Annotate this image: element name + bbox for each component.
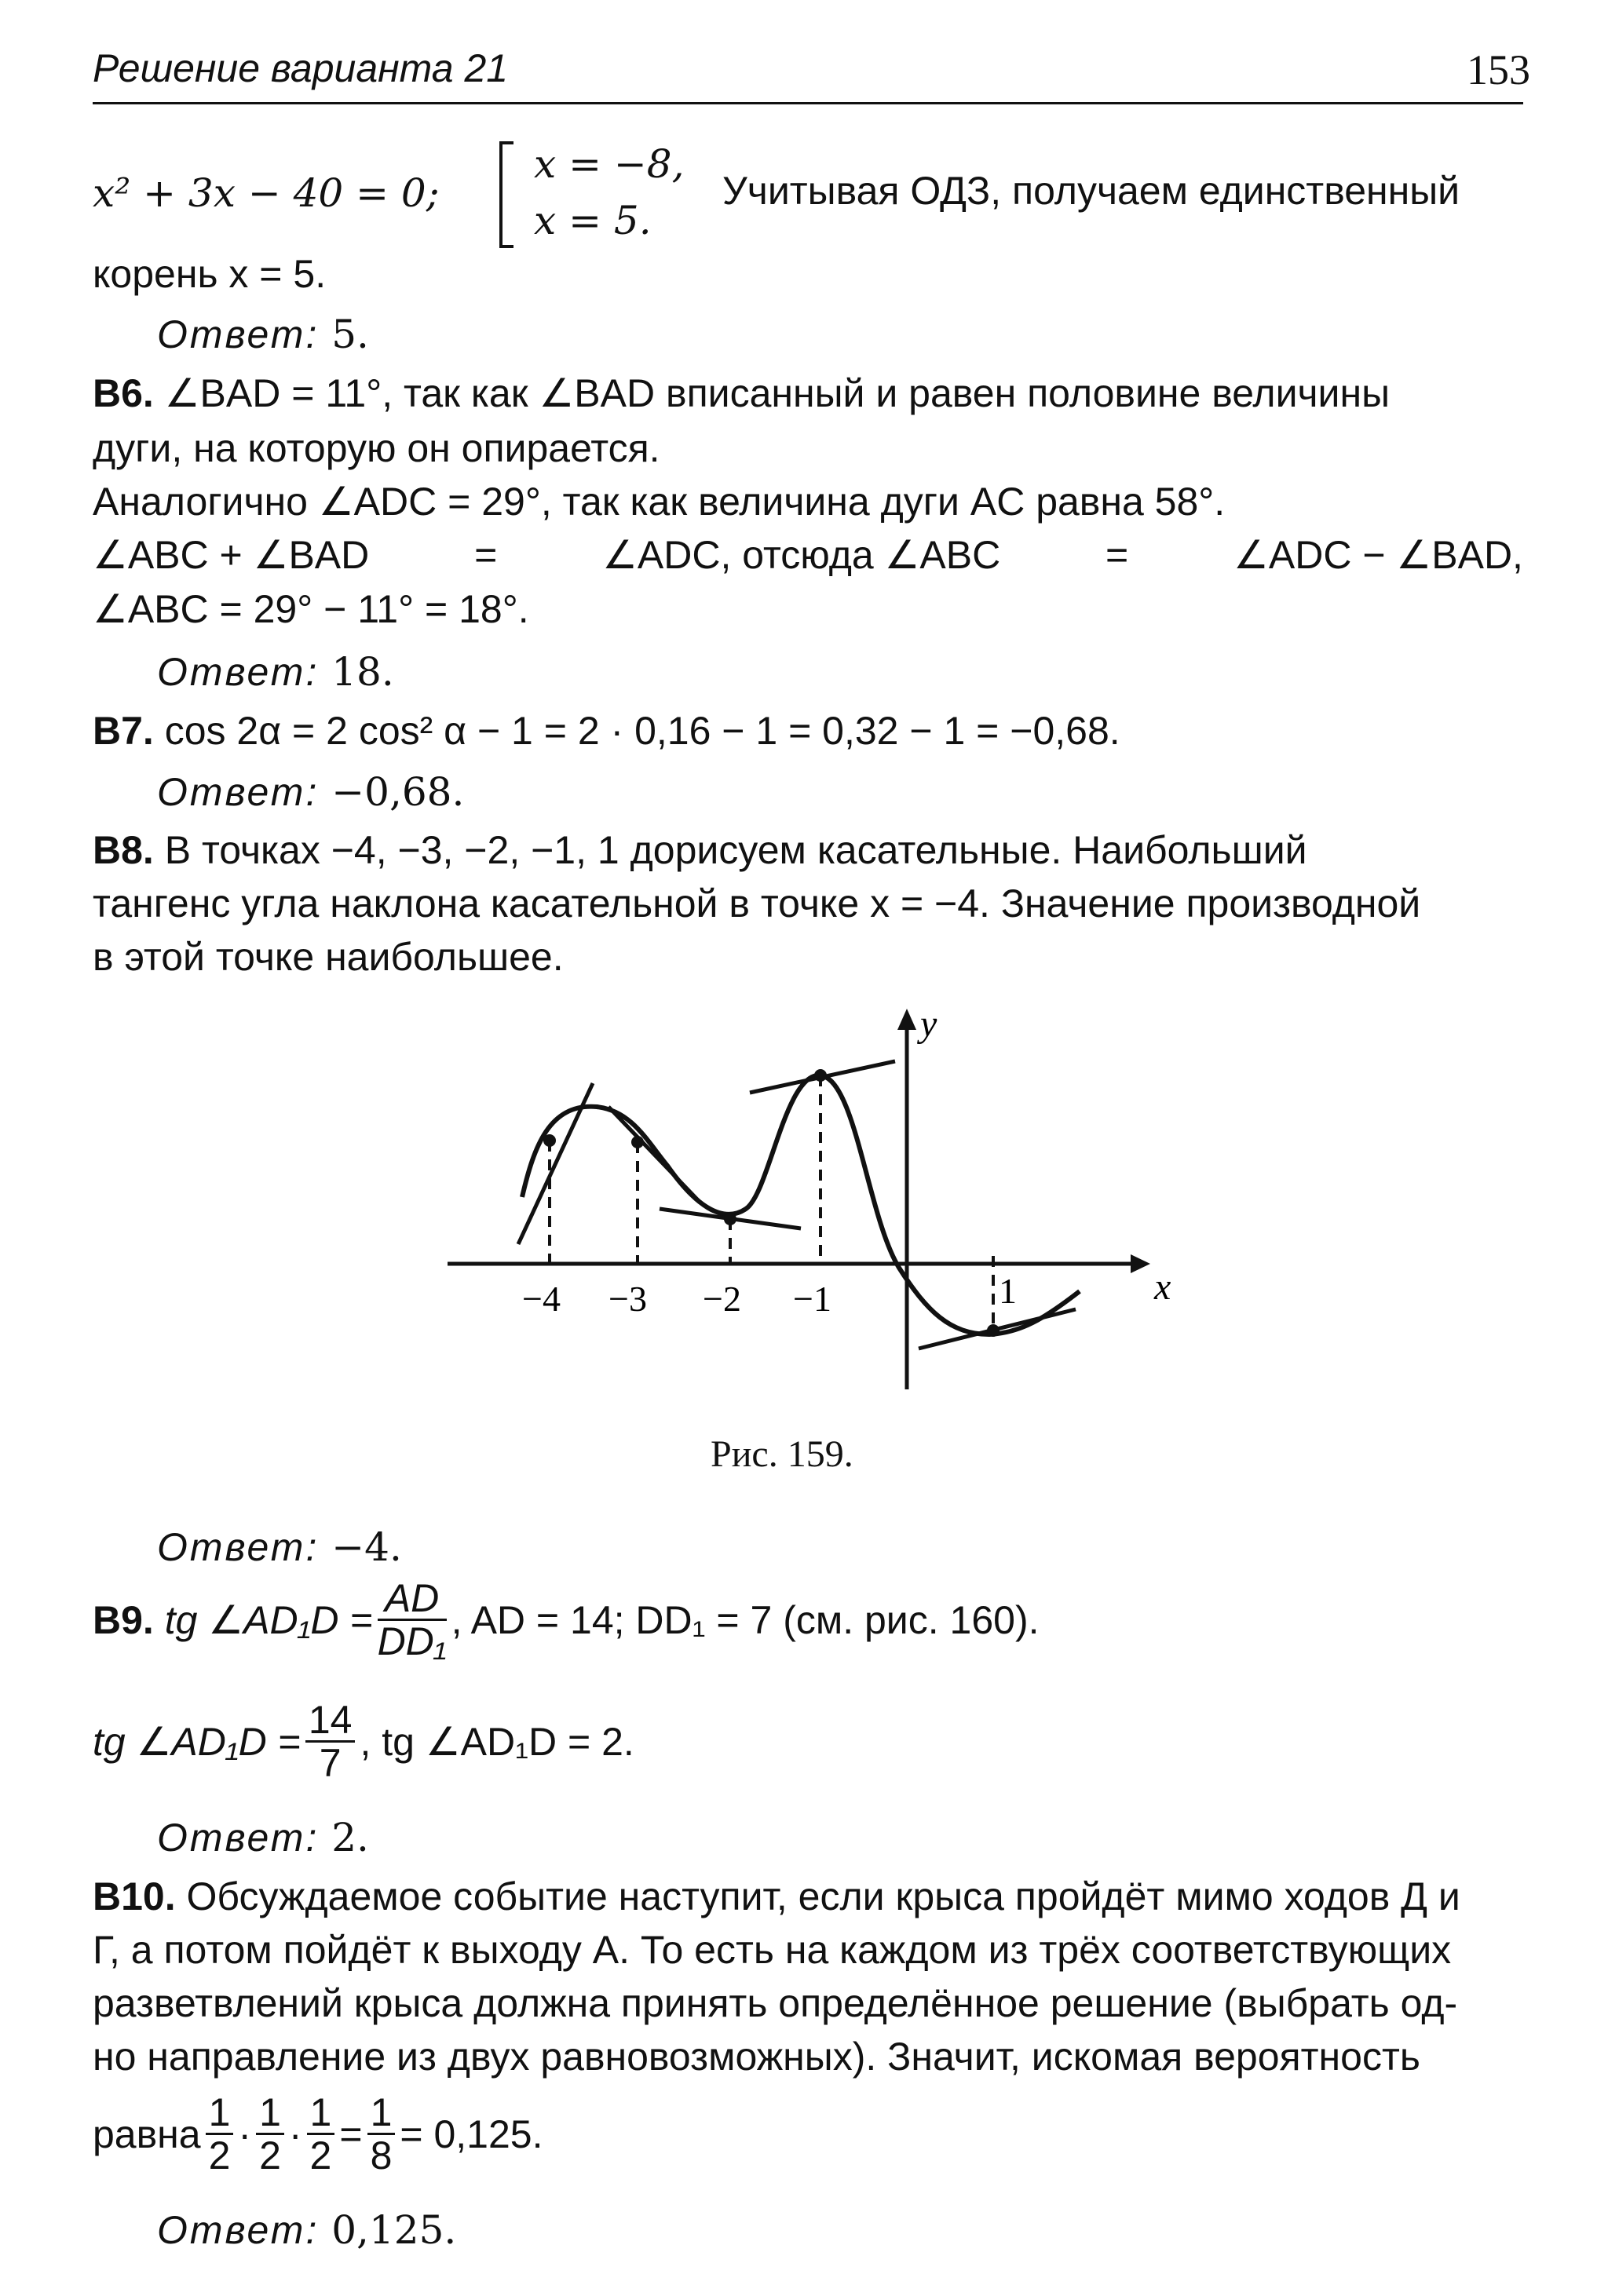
answer-value: −4. — [331, 1524, 402, 1570]
b10-line-1 — [93, 1872, 1460, 1921]
answer-label: Ответ: — [157, 312, 320, 356]
equals-sign: = — [339, 2112, 363, 2156]
task-label: B6. — [93, 371, 154, 415]
answer-label: Ответ: — [157, 650, 320, 694]
answer-b5 — [157, 310, 369, 359]
b8-line-1 — [93, 826, 1307, 874]
answer-b6 — [157, 648, 394, 696]
b10-line5-pre: равна — [93, 2112, 201, 2156]
b6-text-4b: = — [474, 533, 498, 577]
b8-line-3: в этой точке наибольшее. — [93, 935, 564, 979]
tick-label: 1 — [999, 1271, 1017, 1311]
fraction-half-2 — [256, 2092, 284, 2176]
fraction-numerator: 1 — [206, 2092, 234, 2135]
point-1 — [987, 1324, 1000, 1337]
tick-label: −2 — [703, 1279, 741, 1319]
b8-line-2: тангенс угла наклона касательной в точке x = −4. Значение производной — [93, 882, 1421, 925]
running-header: Решение варианта 21 — [93, 46, 509, 90]
b6-text-1: ∠BAD = 11°, так как ∠BAD вписанный и равен половине величины — [164, 371, 1391, 415]
root-2: x = 5. — [534, 198, 652, 243]
answer-label: Ответ: — [157, 1525, 320, 1569]
answer-label: Ответ: — [157, 2208, 320, 2252]
b6-text-4d: = — [1106, 533, 1129, 577]
tangent-figure — [440, 997, 1225, 1405]
task-label: B10. — [93, 1874, 176, 1918]
tick-label: −4 — [522, 1279, 561, 1319]
b8-text-1: В точках −4, −3, −2, −1, 1 дорисуем касательные. Наибольший — [164, 828, 1307, 872]
b9-pre: tg ∠AD₁D = — [164, 1597, 373, 1642]
b7-text-1: cos 2α = 2 cos² α − 1 = 2 · 0,16 − 1 = 0,32 − 1 = −0,68. — [164, 709, 1120, 753]
b6-text-4c: ∠ADC, отсюда ∠ABC — [602, 533, 1001, 577]
fraction-denominator: 8 — [370, 2134, 393, 2177]
answer-value: 2. — [331, 1815, 369, 1860]
b6-line-4 — [93, 531, 1523, 579]
quadratic-equation: x² + 3x − 40 = 0; — [93, 170, 440, 216]
b6-line-2: дуги, на которую он опирается. — [93, 426, 660, 470]
b9-line2-pre: tg ∠AD₁D = — [93, 1719, 301, 1764]
b10-line-2: Г, а потом пойдёт к выходу А. То есть на каждом из трёх соответствующих — [93, 1928, 1452, 1972]
fraction-half-3 — [307, 2092, 335, 2176]
b10-line-3: разветвлений крыса должна принять определённое решение (выбрать од- — [93, 1981, 1458, 2025]
x-axis-arrow — [1131, 1254, 1150, 1273]
b9-line2-post: , tg ∠AD₁D = 2. — [360, 1719, 634, 1764]
fraction-half-1 — [206, 2092, 234, 2176]
task-label: B7. — [93, 709, 154, 753]
solution-bracket — [499, 141, 513, 248]
b9-post: , AD = 14; DD₁ = 7 (см. рис. 160). — [451, 1597, 1040, 1642]
fraction-14-7 — [305, 1699, 356, 1783]
fraction-denominator: 2 — [208, 2134, 231, 2177]
tick-label: −3 — [608, 1279, 647, 1319]
b9-line-2 — [93, 1699, 634, 1783]
b10-line-5 — [93, 2092, 543, 2176]
b10-line5-post: = 0,125. — [400, 2112, 543, 2156]
y-axis-label: y — [920, 1003, 937, 1045]
mult-dot: · — [288, 2112, 302, 2156]
fraction-denominator: 2 — [259, 2134, 281, 2177]
fraction-numerator: 14 — [305, 1699, 356, 1743]
b6-line-1 — [93, 369, 1390, 418]
point-minus-3 — [631, 1136, 644, 1148]
answer-b10 — [157, 2206, 456, 2254]
point-minus-4 — [543, 1134, 556, 1147]
fraction-ad-dd1 — [378, 1578, 447, 1662]
x-axis-label: x — [1154, 1266, 1171, 1308]
fraction-eighth — [367, 2092, 396, 2176]
odz-continuation: корень x = 5. — [93, 252, 327, 296]
tick-label: −1 — [793, 1279, 831, 1319]
answer-value: 18. — [331, 649, 394, 695]
b6-text-4a: ∠ABC + ∠BAD — [93, 533, 370, 577]
fraction-numerator: 1 — [307, 2092, 335, 2135]
b6-line-5: ∠ABC = 29° − 11° = 18°. — [93, 587, 529, 631]
task-label: B8. — [93, 828, 154, 872]
y-axis-arrow — [897, 1009, 916, 1030]
figure-caption: Рис. 159. — [711, 1433, 853, 1475]
fraction-denominator: 7 — [319, 1741, 342, 1785]
fraction-denominator: 2 — [309, 2134, 332, 2177]
fraction-denominator: DD₁ — [377, 1619, 447, 1663]
answer-b8 — [157, 1523, 402, 1571]
b9-line-1 — [93, 1578, 1040, 1662]
answer-b9 — [157, 1813, 369, 1862]
page-number: 153 — [1467, 46, 1530, 93]
b6-line-3: Аналогично ∠ADC = 29°, так как величина дуги AC равна 58°. — [93, 480, 1226, 524]
point-minus-1 — [814, 1069, 827, 1082]
answer-value: 5. — [331, 312, 369, 357]
root-1: x = −8, — [534, 141, 685, 187]
answer-value: 0,125. — [331, 2207, 457, 2253]
answer-b7 — [157, 768, 464, 816]
answer-label: Ответ: — [157, 1816, 320, 1860]
odz-note: Учитывая ОДЗ, получаем единственный — [722, 169, 1460, 213]
fraction-numerator: 1 — [367, 2092, 396, 2135]
b10-text-1: Обсуждаемое событие наступит, если крыса пройдёт мимо ходов Д и — [186, 1874, 1460, 1918]
header-rule — [93, 102, 1523, 104]
point-minus-2 — [724, 1213, 736, 1225]
fraction-numerator: 1 — [256, 2092, 284, 2135]
answer-label: Ответ: — [157, 770, 320, 814]
b7-line-1 — [93, 706, 1120, 755]
task-label: B9. — [93, 1597, 154, 1642]
tangent-at-minus-3 — [608, 1107, 699, 1201]
answer-value: −0,68. — [331, 769, 465, 815]
fraction-numerator: AD — [378, 1578, 447, 1621]
mult-dot: · — [238, 2112, 252, 2156]
b10-line-4: но направление из двух равновозможных). Значит, искомая вероятность — [93, 2035, 1420, 2079]
b6-text-4e: ∠ADC − ∠BAD, — [1233, 533, 1523, 577]
